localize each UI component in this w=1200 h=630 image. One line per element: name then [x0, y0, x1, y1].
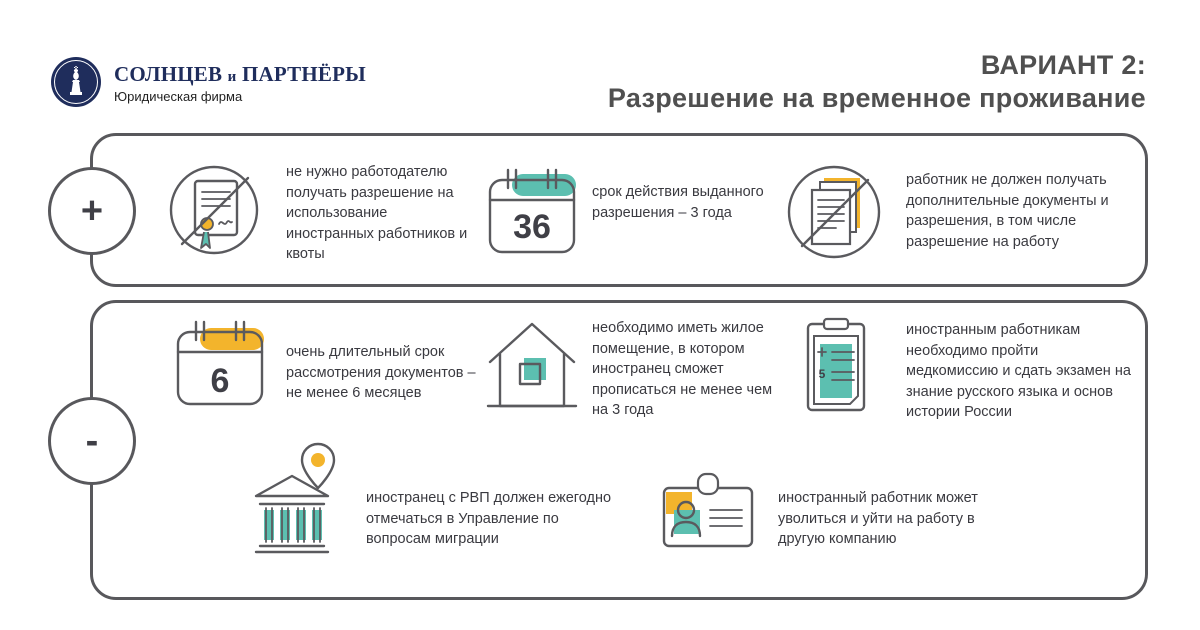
migration-office-icon [252, 440, 344, 558]
page-title-variant: ВАРИАНТ 2: [980, 50, 1146, 80]
cons-item-5-text: иностранный работник может уволиться и уйти на работу в другую компанию [778, 490, 978, 547]
no-documents-icon [782, 160, 886, 264]
calendar-36-icon [484, 166, 580, 260]
logo-subtitle: Юридическая фирма [114, 89, 243, 104]
pros-badge: + [48, 167, 136, 255]
calendar-36-number: 36 [513, 208, 551, 246]
pros-item-1-text: не нужно работодателю получать разрешение на использование иностранных работников и квоты [286, 164, 468, 262]
pros-item-3-text: работник не должен получать дополнительные документы и разрешения, в том числе разрешение на работу [906, 172, 1109, 250]
cons-item-3-text: иностранным работникам необходимо пройти медкомиссию и сдать экзамен на знание русского языка и основ истории России [906, 322, 1131, 420]
svg-text:5: 5 [818, 367, 826, 381]
logo-name: СОЛНЦЕВ и ПАРТНЁРЫ [114, 62, 366, 86]
cons-badge: - [48, 397, 136, 485]
house-icon [484, 318, 580, 410]
cons-item-1-text: очень длительный срок рассмотрения документов – не менее 6 месяцев [286, 344, 476, 401]
id-badge-icon [660, 470, 756, 550]
cons-item-2-text: необходимо иметь жилое помещение, в котором иностранец сможет прописаться не менее чем на 3 года [592, 320, 773, 418]
pros-item-2-text: срок действия выданного разрешения – 3 года [592, 184, 764, 221]
clipboard-exam-icon [800, 316, 872, 416]
no-permit-document-icon [166, 162, 266, 262]
calendar-6-number: 6 [210, 362, 230, 400]
logo-mark [50, 56, 102, 108]
calendar-6-icon [172, 318, 268, 412]
cons-item-4-text: иностранец с РВП должен ежегодно отмечаться в Управление по вопросам миграции [366, 490, 612, 547]
page-title: Разрешение на временное проживание [607, 83, 1146, 113]
